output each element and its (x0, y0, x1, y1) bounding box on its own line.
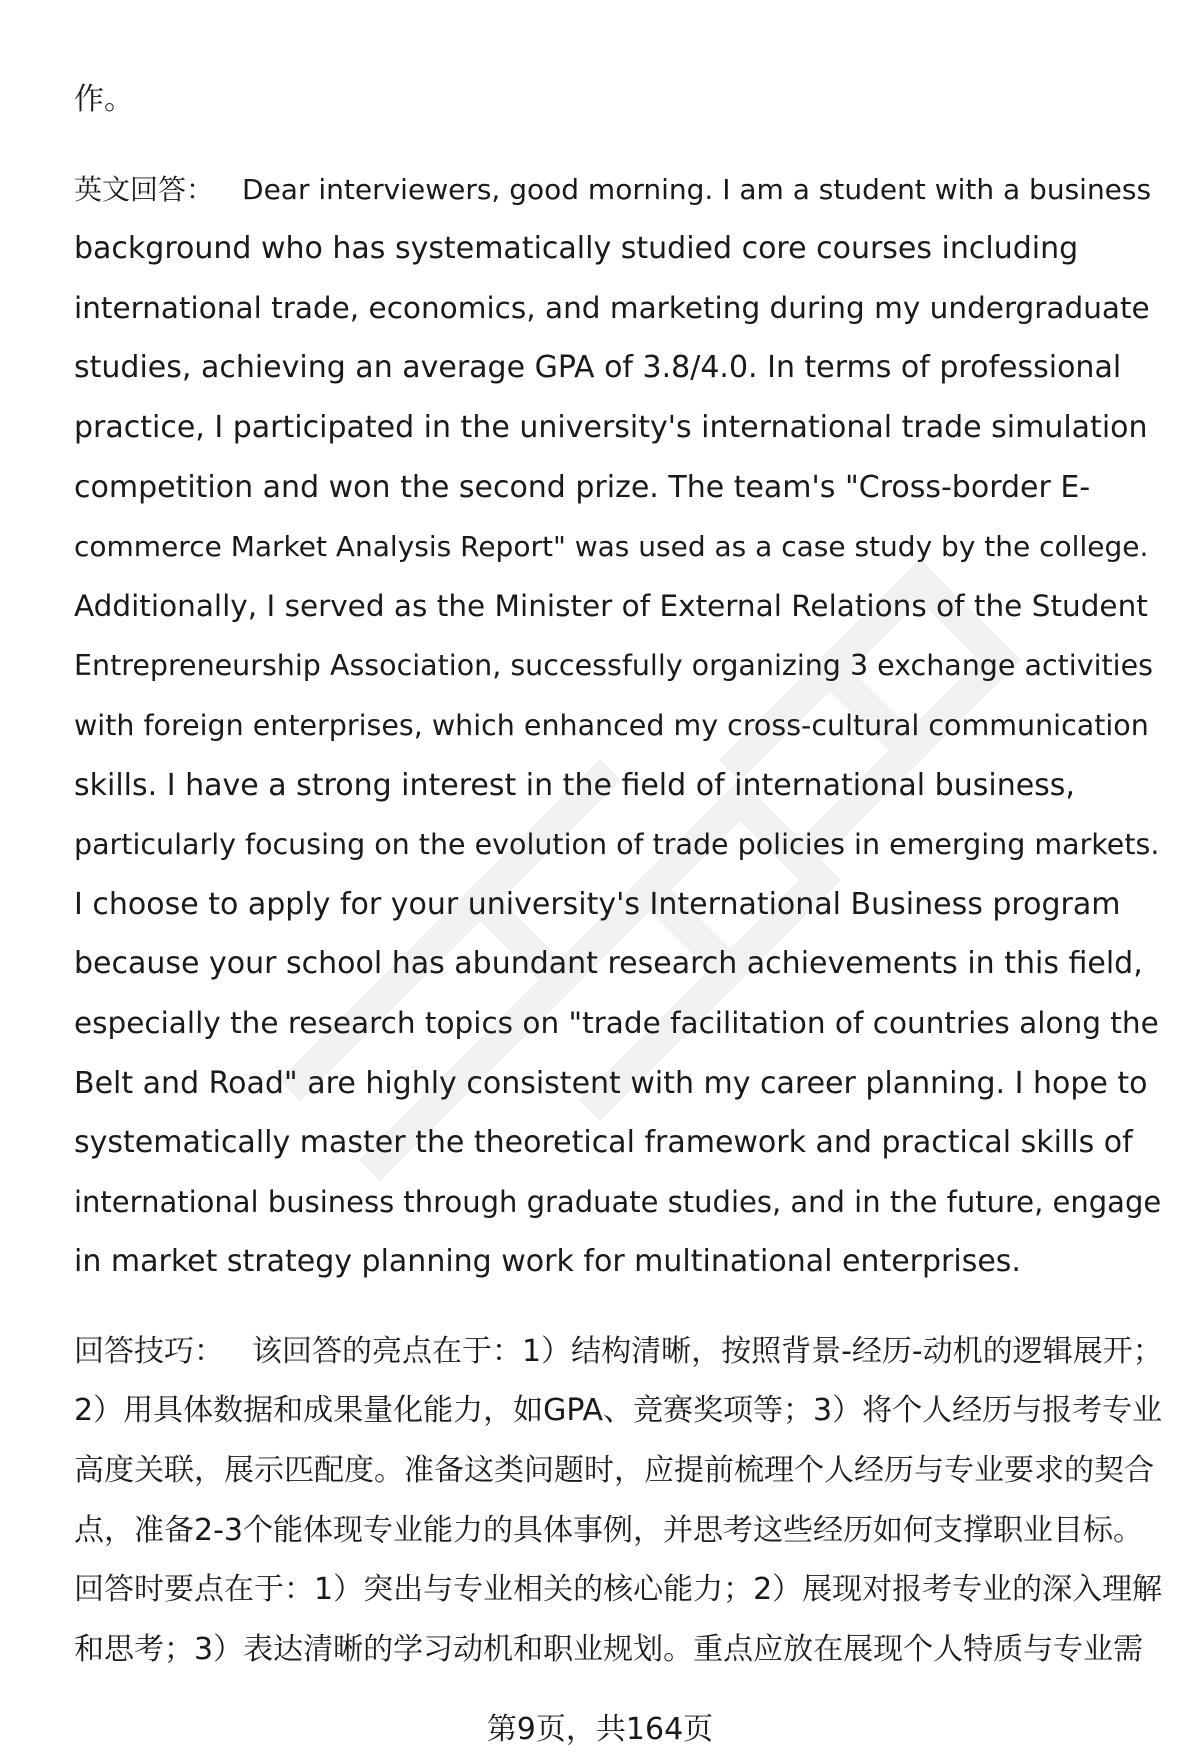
english-answer-line: with foreign enterprises, which enhanced my cross-cultural communication (74, 708, 1149, 742)
answer-tips-section (74, 1322, 1164, 1680)
english-answer-line: I choose to apply for your university's International Business program (74, 886, 1121, 922)
english-answer-line: commerce Market Analysis Report" was used as a case study by the college. (74, 530, 1149, 564)
document-body (74, 70, 1164, 1679)
top-fragment: 作。 (74, 82, 134, 117)
english-answer-line: background who has systematically studied core courses including (74, 231, 1079, 267)
english-answer-line: Entrepreneurship Association, successfully organizing 3 exchange activities (74, 649, 1153, 683)
english-answer-line: practice, I participated in the university's international trade simulation (74, 409, 1148, 445)
english-answer-line: international business through graduate studies, and in the future, engage (74, 1184, 1162, 1219)
english-answer-line: particularly focusing on the evolution of trade policies in emerging markets. (74, 828, 1160, 862)
english-answer-line: systematically master the theoretical framework and practical skills of (74, 1125, 1133, 1161)
english-answer-line: especially the research topics on "trade facilitation of countries along the (74, 1005, 1159, 1040)
english-answer-label: 英文回答： (74, 172, 215, 206)
answer-tips-line: 和思考；3）表达清晰的学习动机和职业规划。重点应放在展现个人特质与专业需 (74, 1631, 1144, 1667)
english-answer-line: skills. I have a strong interest in the field of international business, (74, 767, 1075, 803)
english-answer-line: because your school has abundant research achievements in this field, (74, 946, 1143, 982)
page-number-footer: 第9页，共164页 (486, 1712, 714, 1747)
answer-tips-line: 2）用具体数据和成果量化能力，如GPA、竞赛奖项等；3）将个人经历与报考专业 (74, 1393, 1163, 1429)
english-answer-line: 英文回答： Dear interviewers, good morning. I am a student with a business (74, 160, 1164, 220)
answer-tips-line: 点，准备2-3个能体现专业能力的具体事例，并思考这些经历如何支撑职业目标。 (74, 1512, 1143, 1548)
english-answer-line: international trade, economics, and marketing during my undergraduate (74, 290, 1150, 325)
english-answer-line: Additionally, I served as the Minister of External Relations of the Student (74, 588, 1148, 623)
answer-tips-label: 回答技巧： (74, 1333, 224, 1369)
answer-tips-line: 高度关联，展示匹配度。准备这类问题时，应提前梳理个人经历与专业要求的契合 (74, 1453, 1154, 1489)
answer-tips-line: 回答时要点在于：1）突出与专业相关的核心能力；2）展现对报考专业的深入理解 (74, 1572, 1163, 1608)
answer-tips-line: 回答技巧： 该回答的亮点在于：1）结构清晰，按照背景-经历-动机的逻辑展开； (74, 1322, 1164, 1382)
english-answer-line: studies, achieving an average GPA of 3.8/4.0. In terms of professional (74, 350, 1122, 386)
english-answer-line: in market strategy planning work for multinational enterprises. (74, 1244, 1021, 1280)
english-answer-section (74, 160, 1164, 1292)
english-answer-line: competition and won the second prize. The team's "Cross-border E- (74, 469, 1091, 505)
english-answer-line: Belt and Road" are highly consistent with my career planning. I hope to (74, 1065, 1148, 1101)
